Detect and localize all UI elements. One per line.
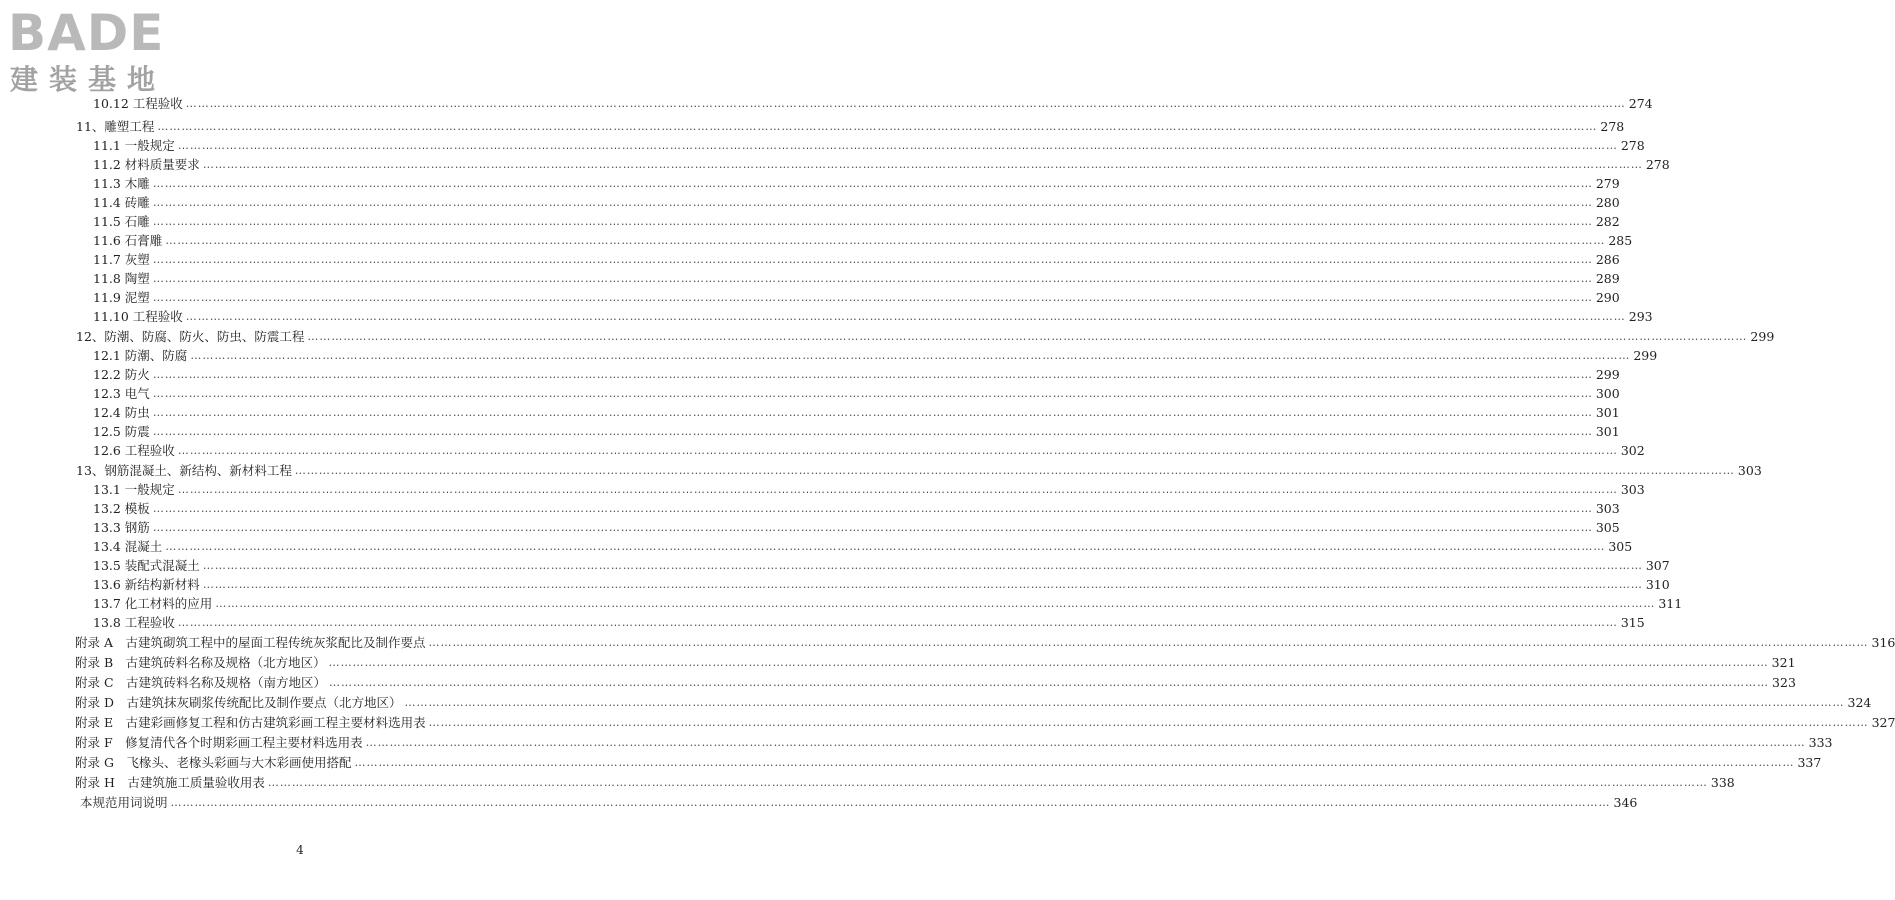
toc-entry-page: 321 [1771, 655, 1796, 670]
toc-entry[interactable] [75, 754, 1822, 772]
toc-entry[interactable] [93, 194, 1620, 212]
dot-leader: ……………………………………………………………………………………………………………………………………………………………………………………………………………………………………………………………………………………………………………………………… [177, 616, 1618, 629]
toc-entry[interactable] [75, 694, 1872, 712]
dot-leader: ……………………………………………………………………………………………………………………………………………………………………………………………………………………………………………………………………………………………………………………………… [428, 636, 1869, 649]
toc-entry-title: 附录 G 飞椽头、老椽头彩画与大木彩画使用搭配 [75, 755, 352, 770]
toc-entry[interactable] [76, 328, 1775, 346]
toc-entry-title: 11.6 石膏雕 [93, 233, 163, 248]
toc-entry[interactable] [75, 714, 1895, 732]
toc-entry-page: 278 [1645, 157, 1670, 172]
toc-entry[interactable] [93, 557, 1670, 575]
toc-entry-title: 附录 C 古建筑砖料名称及规格（南方地区） [75, 675, 327, 690]
dot-leader: ……………………………………………………………………………………………………………………………………………………………………………………………………………………………………………………………………………………………………………………………… [202, 158, 1643, 171]
toc-entry-title: 13.8 工程验收 [93, 615, 175, 630]
toc-entry-title: 附录 E 古建彩画修复工程和仿古建筑彩画工程主要材料选用表 [75, 715, 426, 730]
dot-leader: ……………………………………………………………………………………………………………………………………………………………………………………………………………………………………………………………………………………………………………………………… [329, 676, 1770, 689]
toc-entry-page: 301 [1595, 424, 1620, 439]
dot-leader: ……………………………………………………………………………………………………………………………………………………………………………………………………………………………………………………………………………………………………………………………… [190, 349, 1631, 362]
toc-entry-title: 11.1 一般规定 [93, 138, 175, 153]
dot-leader: ……………………………………………………………………………………………………………………………………………………………………………………………………………………………………………………………………………………………………………………………… [365, 736, 1806, 749]
dot-leader: ……………………………………………………………………………………………………………………………………………………………………………………………………………………………………………………………………………………………………………………………… [170, 796, 1611, 809]
toc-entry-page: 299 [1750, 329, 1775, 344]
toc-entry-page: 303 [1620, 482, 1645, 497]
toc-entry-page: 293 [1628, 309, 1653, 324]
toc-entry[interactable] [93, 366, 1620, 384]
toc-entry-title: 13.5 装配式混凝土 [93, 558, 200, 573]
toc-entry[interactable] [93, 442, 1645, 460]
toc-entry[interactable] [93, 156, 1670, 174]
toc-entry-page: 311 [1658, 596, 1683, 611]
toc-entry-title: 13.2 模板 [93, 501, 150, 516]
toc-entry[interactable] [93, 500, 1620, 518]
page-number: 4 [296, 843, 304, 857]
toc-entry-page: 299 [1633, 348, 1658, 363]
dot-leader: ……………………………………………………………………………………………………………………………………………………………………………………………………………………………………………………………………………………………………………………………… [152, 215, 1593, 228]
dot-leader: ……………………………………………………………………………………………………………………………………………………………………………………………………………………………………………………………………………………………………………………………… [185, 97, 1626, 110]
toc-entry-page: 300 [1595, 386, 1620, 401]
toc-entry-title: 11.2 材料质量要求 [93, 157, 200, 172]
dot-leader: ……………………………………………………………………………………………………………………………………………………………………………………………………………………………………………………………………………………………………………………………… [152, 177, 1593, 190]
toc-entry-title: 11.3 木雕 [93, 176, 150, 191]
dot-leader: ……………………………………………………………………………………………………………………………………………………………………………………………………………………………………………………………………………………………………………………………… [157, 120, 1598, 133]
dot-leader: ……………………………………………………………………………………………………………………………………………………………………………………………………………………………………………………………………………………………………………………………… [185, 310, 1626, 323]
toc-entry-title: 13.4 混凝土 [93, 539, 163, 554]
dot-leader: ……………………………………………………………………………………………………………………………………………………………………………………………………………………………………………………………………………………………………………………………… [152, 387, 1593, 400]
toc-entry-title: 13.7 化工材料的应用 [93, 596, 213, 611]
dot-leader: ……………………………………………………………………………………………………………………………………………………………………………………………………………………………………………………………………………………………………………………………… [152, 196, 1593, 209]
toc-entry[interactable] [76, 118, 1625, 136]
dot-leader: ……………………………………………………………………………………………………………………………………………………………………………………………………………………………………………………………………………………………………………………………… [152, 368, 1593, 381]
toc-entry-page: 302 [1620, 443, 1645, 458]
toc-entry-page: 278 [1600, 119, 1625, 134]
dot-leader: ……………………………………………………………………………………………………………………………………………………………………………………………………………………………………………………………………………………………………………………………… [354, 756, 1795, 769]
toc-entry-page: 305 [1608, 539, 1633, 554]
toc-entry[interactable] [76, 462, 1762, 480]
toc-entry[interactable] [93, 95, 1653, 113]
dot-leader: ……………………………………………………………………………………………………………………………………………………………………………………………………………………………………………………………………………………………………………………………… [328, 656, 1769, 669]
toc-entry-title: 13、钢筋混凝土、新结构、新材料工程 [76, 463, 292, 478]
toc-entry-title: 12.5 防震 [93, 424, 150, 439]
toc-entry-title: 本规范用词说明 [80, 795, 168, 810]
logo-subtitle: 建装基地 [10, 63, 167, 96]
toc-entry-title: 12.6 工程验收 [93, 443, 175, 458]
toc-entry-page: 286 [1595, 252, 1620, 267]
toc-entry-title: 11.7 灰塑 [93, 252, 150, 267]
toc-entry-page: 303 [1737, 463, 1762, 478]
toc-entry-page: 316 [1871, 635, 1895, 650]
toc-entry[interactable] [93, 270, 1620, 288]
toc-entry-page: 346 [1613, 795, 1638, 810]
toc-entry-page: 274 [1628, 96, 1653, 111]
toc-entry-title: 12.3 电气 [93, 386, 150, 401]
logo-wordmark: BADE [8, 4, 165, 62]
toc-entry-page: 299 [1595, 367, 1620, 382]
dot-leader: ……………………………………………………………………………………………………………………………………………………………………………………………………………………………………………………………………………………………………………………………… [152, 291, 1593, 304]
dot-leader: ……………………………………………………………………………………………………………………………………………………………………………………………………………………………………………………………………………………………………………………………… [165, 234, 1606, 247]
dot-leader: ……………………………………………………………………………………………………………………………………………………………………………………………………………………………………………………………………………………………………………………………… [152, 272, 1593, 285]
toc-entry-page: 333 [1808, 735, 1833, 750]
toc-entry-page: 337 [1797, 755, 1822, 770]
toc-entry[interactable] [93, 595, 1683, 613]
toc-entry[interactable] [93, 614, 1645, 632]
toc-entry-page: 285 [1608, 233, 1633, 248]
toc-entry-page: 307 [1645, 558, 1670, 573]
dot-leader: ……………………………………………………………………………………………………………………………………………………………………………………………………………………………………………………………………………………………………………………………… [177, 483, 1618, 496]
toc-entry-title: 10.12 工程验收 [93, 96, 183, 111]
toc-entry[interactable] [75, 654, 1796, 672]
toc-entry-page: 279 [1595, 176, 1620, 191]
toc-entry-title: 11.4 砖雕 [93, 195, 150, 210]
dot-leader: ……………………………………………………………………………………………………………………………………………………………………………………………………………………………………………………………………………………………………………………………… [152, 425, 1593, 438]
toc-entry[interactable] [93, 347, 1658, 365]
toc-entry[interactable] [93, 308, 1653, 326]
toc-entry-page: 315 [1620, 615, 1645, 630]
toc-entry[interactable] [93, 175, 1620, 193]
dot-leader: ……………………………………………………………………………………………………………………………………………………………………………………………………………………………………………………………………………………………………………………………… [152, 253, 1593, 266]
toc-entry[interactable] [93, 519, 1620, 537]
toc-entry-title: 13.1 一般规定 [93, 482, 175, 497]
toc-entry-title: 附录 F 修复清代各个时期彩画工程主要材料选用表 [75, 735, 363, 750]
dot-leader: ……………………………………………………………………………………………………………………………………………………………………………………………………………………………………………………………………………………………………………………………… [267, 776, 1708, 789]
dot-leader: ……………………………………………………………………………………………………………………………………………………………………………………………………………………………………………………………………………………………………………………………… [177, 444, 1618, 457]
dot-leader: ……………………………………………………………………………………………………………………………………………………………………………………………………………………………………………………………………………………………………………………………… [152, 406, 1593, 419]
toc-entry-title: 附录 H 古建筑施工质量验收用表 [75, 775, 265, 790]
toc-entry[interactable] [80, 794, 1638, 812]
toc-entry[interactable] [93, 576, 1670, 594]
toc-entry-title: 附录 B 古建筑砖料名称及规格（北方地区） [75, 655, 326, 670]
dot-leader: ……………………………………………………………………………………………………………………………………………………………………………………………………………………………………………………………………………………………………………………………… [307, 330, 1748, 343]
toc-entry[interactable] [93, 289, 1620, 307]
toc-entry-title: 11.8 陶塑 [93, 271, 150, 286]
toc-entry[interactable] [93, 232, 1633, 250]
dot-leader: ……………………………………………………………………………………………………………………………………………………………………………………………………………………………………………………………………………………………………………………………… [404, 696, 1845, 709]
toc-entry[interactable] [75, 674, 1796, 692]
toc-entry-title: 附录 A 古建筑砌筑工程中的屋面工程传统灰浆配比及制作要点 [75, 635, 426, 650]
toc-entry[interactable] [93, 137, 1645, 155]
toc-entry-title: 11.5 石雕 [93, 214, 150, 229]
dot-leader: ……………………………………………………………………………………………………………………………………………………………………………………………………………………………………………………………………………………………………………………………… [165, 540, 1606, 553]
bade-logo [8, 4, 183, 99]
toc-entry-page: 289 [1595, 271, 1620, 286]
toc-entry-title: 12.2 防火 [93, 367, 150, 382]
toc-entry-page: 278 [1620, 138, 1645, 153]
toc-entry[interactable] [93, 385, 1620, 403]
toc-entry-title: 11.10 工程验收 [93, 309, 183, 324]
dot-leader: ……………………………………………………………………………………………………………………………………………………………………………………………………………………………………………………………………………………………………………………………… [202, 578, 1643, 591]
toc-entry-title: 附录 D 古建筑抹灰刷浆传统配比及制作要点（北方地区） [75, 695, 402, 710]
toc-entry[interactable] [93, 423, 1620, 441]
dot-leader: ……………………………………………………………………………………………………………………………………………………………………………………………………………………………………………………………………………………………………………………………… [177, 139, 1618, 152]
toc-entry-page: 280 [1595, 195, 1620, 210]
toc-entry-title: 11、雕塑工程 [76, 119, 155, 134]
toc-entry[interactable] [75, 634, 1895, 652]
toc-entry-page: 338 [1710, 775, 1735, 790]
toc-entry[interactable] [93, 481, 1645, 499]
dot-leader: ……………………………………………………………………………………………………………………………………………………………………………………………………………………………………………………………………………………………………………………………… [152, 502, 1593, 515]
dot-leader: ……………………………………………………………………………………………………………………………………………………………………………………………………………………………………………………………………………………………………………………………… [202, 559, 1643, 572]
toc-entry-title: 12.4 防虫 [93, 405, 150, 420]
toc-entry-page: 290 [1595, 290, 1620, 305]
toc-entry[interactable] [75, 734, 1833, 752]
toc-entry-page: 303 [1595, 501, 1620, 516]
dot-leader: ……………………………………………………………………………………………………………………………………………………………………………………………………………………………………………………………………………………………………………………………… [294, 464, 1735, 477]
dot-leader: ……………………………………………………………………………………………………………………………………………………………………………………………………………………………………………………………………………………………………………………………… [428, 716, 1869, 729]
dot-leader: ……………………………………………………………………………………………………………………………………………………………………………………………………………………………………………………………………………………………………………………………… [215, 597, 1656, 610]
toc-entry[interactable] [93, 404, 1620, 422]
toc-entry-title: 13.6 新结构新材料 [93, 577, 200, 592]
toc-entry-page: 327 [1871, 715, 1895, 730]
toc-entry[interactable] [93, 251, 1620, 269]
toc-entry-page: 282 [1595, 214, 1620, 229]
toc-entry-title: 13.3 钢筋 [93, 520, 150, 535]
toc-entry[interactable] [75, 774, 1735, 792]
toc-entry-title: 12、防潮、防腐、防火、防虫、防震工程 [76, 329, 305, 344]
toc-entry-title: 12.1 防潮、防腐 [93, 348, 188, 363]
toc-entry-page: 310 [1645, 577, 1670, 592]
toc-entry-title: 11.9 泥塑 [93, 290, 150, 305]
toc-entry[interactable] [93, 538, 1633, 556]
toc-entry[interactable] [93, 213, 1620, 231]
dot-leader: ……………………………………………………………………………………………………………………………………………………………………………………………………………………………………………………………………………………………………………………………… [152, 521, 1593, 534]
toc-entry-page: 305 [1595, 520, 1620, 535]
toc-entry-page: 301 [1595, 405, 1620, 420]
toc-entry-page: 324 [1847, 695, 1872, 710]
toc-entry-page: 323 [1772, 675, 1796, 690]
